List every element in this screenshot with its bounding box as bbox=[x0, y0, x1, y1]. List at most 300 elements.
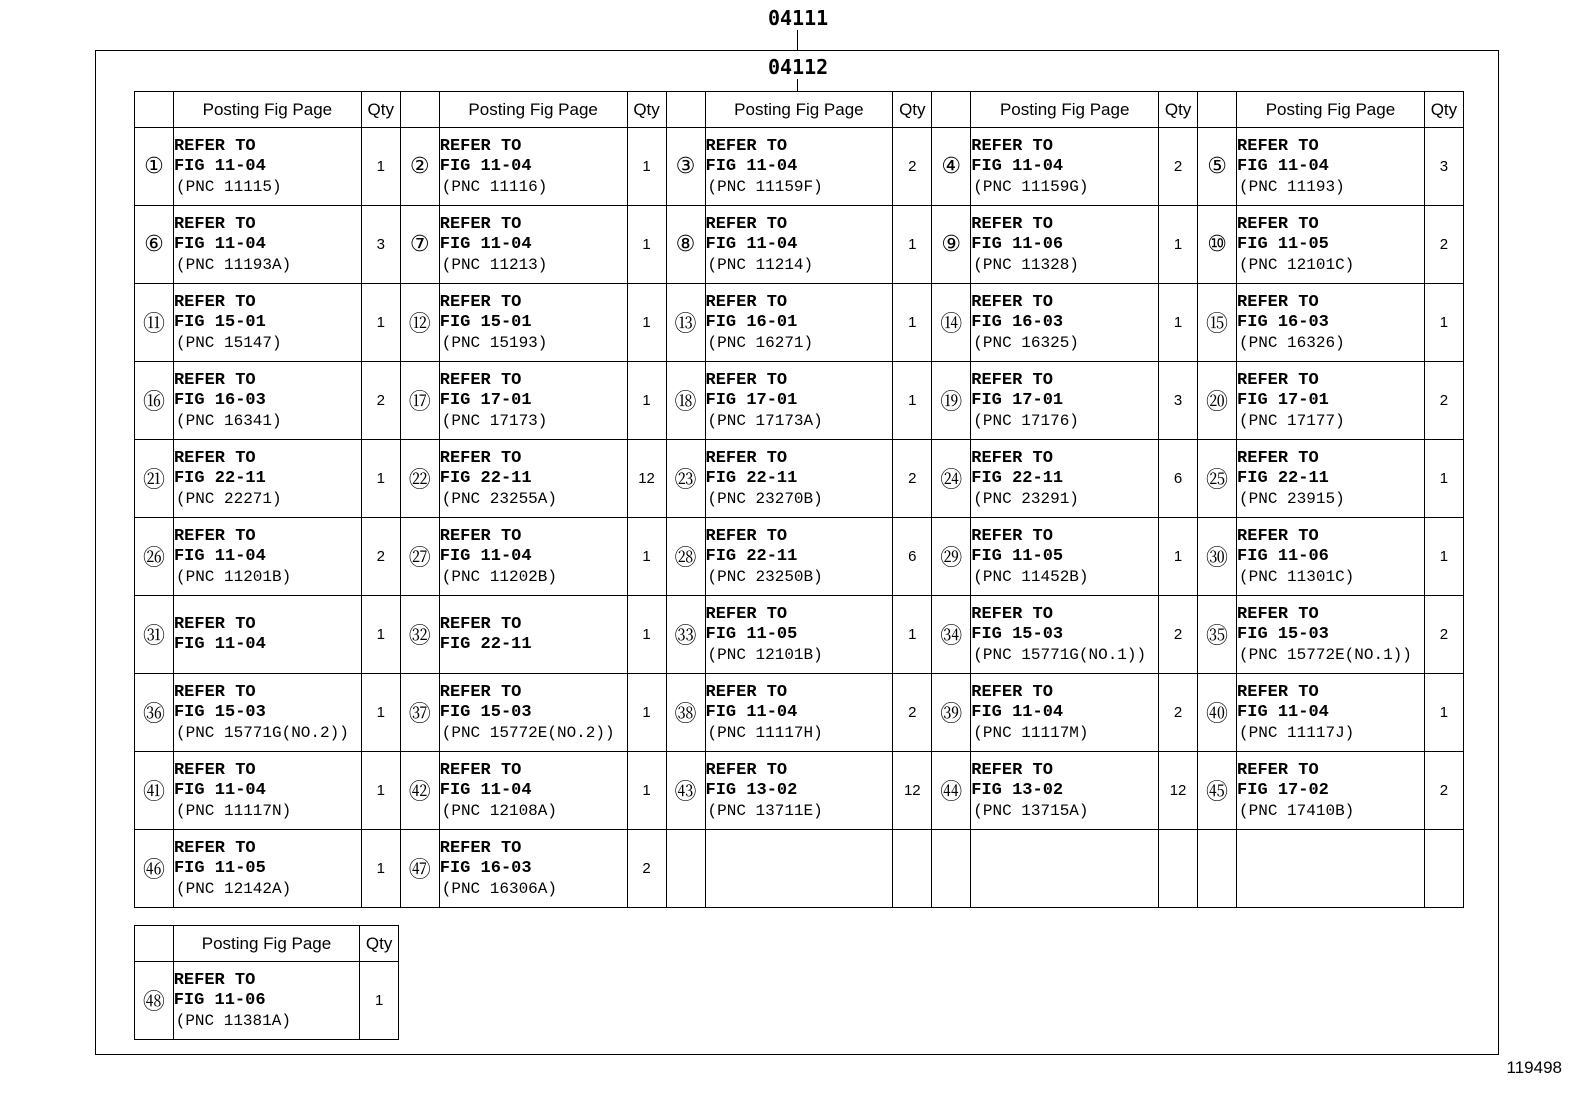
item-reference bbox=[971, 440, 1159, 518]
item-qty: 1 bbox=[1159, 518, 1198, 596]
fig-page-text: FIG 11-04 bbox=[705, 234, 798, 254]
item-reference bbox=[705, 206, 893, 284]
item-number: ㉓ bbox=[666, 440, 705, 518]
item-number: ⑱ bbox=[666, 362, 705, 440]
pnc-text: (PNC 15772E(NO.1)) bbox=[1239, 645, 1412, 664]
item-number bbox=[1198, 830, 1237, 908]
refer-to-text: REFER TO bbox=[705, 214, 788, 234]
table-row bbox=[135, 128, 1464, 206]
item-qty: 1 bbox=[893, 362, 932, 440]
header-fig-page: Posting Fig Page bbox=[971, 92, 1159, 128]
item-number: ⑯ bbox=[135, 362, 174, 440]
fig-page-text: FIG 11-04 bbox=[439, 546, 532, 566]
item-reference bbox=[705, 674, 893, 752]
item-reference bbox=[1237, 128, 1425, 206]
item-number: ㉝ bbox=[666, 596, 705, 674]
refer-to-text: REFER TO bbox=[971, 214, 1053, 234]
fig-page-text: FIG 17-01 bbox=[705, 390, 798, 410]
pnc-text: (PNC 11202B) bbox=[441, 567, 557, 586]
item-qty: 1 bbox=[1424, 440, 1463, 518]
item-qty: 1 bbox=[361, 596, 400, 674]
item-number: ㉟ bbox=[1198, 596, 1237, 674]
fig-page-text: FIG 11-04 bbox=[971, 702, 1064, 722]
refer-to-text: REFER TO bbox=[173, 292, 256, 312]
fig-page-text: FIG 15-03 bbox=[173, 702, 266, 722]
fig-page-text: FIG 11-05 bbox=[173, 858, 266, 878]
item-number: ㊱ bbox=[135, 674, 174, 752]
item-reference bbox=[1237, 596, 1425, 674]
pnc-text: (PNC 15193) bbox=[441, 333, 548, 352]
fig-page-text: FIG 17-01 bbox=[439, 390, 532, 410]
fig-page-text: FIG 11-06 bbox=[173, 990, 266, 1010]
item-reference bbox=[1237, 362, 1425, 440]
item-number: ⑬ bbox=[666, 284, 705, 362]
item-qty bbox=[1424, 830, 1463, 908]
fig-page-text: FIG 11-04 bbox=[173, 156, 266, 176]
header-blank bbox=[400, 92, 439, 128]
pnc-text: (PNC 11214) bbox=[707, 255, 814, 274]
fig-page-text: FIG 11-04 bbox=[439, 234, 532, 254]
item-reference bbox=[439, 674, 627, 752]
header-qty: Qty bbox=[1159, 92, 1198, 128]
fig-page-text: FIG 17-02 bbox=[1237, 780, 1329, 800]
item-reference bbox=[705, 596, 893, 674]
refer-to-text: REFER TO bbox=[1237, 760, 1319, 780]
fig-page-text: FIG 11-05 bbox=[971, 546, 1064, 566]
refer-to-text: REFER TO bbox=[1237, 604, 1319, 624]
pnc-text: (PNC 11117M) bbox=[973, 723, 1089, 742]
pnc-text: (PNC 13715A) bbox=[973, 801, 1089, 820]
item-number: ㉚ bbox=[1198, 518, 1237, 596]
refer-to-text: REFER TO bbox=[439, 292, 522, 312]
fig-page-text: FIG 11-04 bbox=[1237, 156, 1329, 176]
item-reference bbox=[1237, 752, 1425, 830]
pnc-text: (PNC 15771G(NO.2)) bbox=[175, 723, 349, 742]
pnc-text: (PNC 11117J) bbox=[1239, 723, 1355, 742]
refer-to-text: REFER TO bbox=[971, 604, 1053, 624]
item-qty: 2 bbox=[1159, 596, 1198, 674]
item-qty: 3 bbox=[1424, 128, 1463, 206]
header-blank bbox=[932, 92, 971, 128]
fig-page-text: FIG 11-04 bbox=[439, 156, 532, 176]
item-number: ㊼ bbox=[400, 830, 439, 908]
item-reference bbox=[1237, 284, 1425, 362]
fig-page-text: FIG 11-04 bbox=[173, 634, 266, 654]
item-reference bbox=[705, 128, 893, 206]
item-qty: 2 bbox=[1424, 362, 1463, 440]
fig-page-text: FIG 16-03 bbox=[439, 858, 532, 878]
item-qty: 1 bbox=[361, 128, 400, 206]
refer-to-text: REFER TO bbox=[1237, 370, 1319, 390]
pnc-text: (PNC 23270B) bbox=[707, 489, 823, 508]
item-reference bbox=[1237, 518, 1425, 596]
fig-page-text: FIG 11-04 bbox=[439, 780, 532, 800]
item-qty bbox=[893, 830, 932, 908]
fig-page-text: FIG 15-03 bbox=[1237, 624, 1329, 644]
pnc-text: (PNC 16341) bbox=[175, 411, 282, 430]
item-number: ⑰ bbox=[400, 362, 439, 440]
item-reference bbox=[705, 362, 893, 440]
pnc-text: (PNC 12101C) bbox=[1239, 255, 1355, 274]
header-qty: Qty bbox=[361, 92, 400, 128]
pnc-text: (PNC 11116) bbox=[441, 177, 548, 196]
item-qty: 1 bbox=[361, 752, 400, 830]
refer-to-text: REFER TO bbox=[439, 838, 522, 858]
item-reference bbox=[971, 284, 1159, 362]
item-qty: 2 bbox=[1424, 752, 1463, 830]
reference-table bbox=[134, 91, 1464, 908]
pnc-text: (PNC 11115) bbox=[175, 177, 282, 196]
pnc-text: (PNC 23915) bbox=[1239, 489, 1345, 508]
pnc-text: (PNC 11201B) bbox=[175, 567, 292, 586]
item-reference bbox=[439, 752, 627, 830]
pnc-text: (PNC 15147) bbox=[175, 333, 282, 352]
item-number: ④ bbox=[932, 128, 971, 206]
refer-to-text: REFER TO bbox=[439, 214, 522, 234]
refer-to-text: REFER TO bbox=[971, 448, 1053, 468]
item-number: ㉞ bbox=[932, 596, 971, 674]
pnc-text: (PNC 12142A) bbox=[175, 879, 292, 898]
fig-page-text: FIG 15-01 bbox=[439, 312, 532, 332]
item-qty: 1 bbox=[893, 596, 932, 674]
item-qty: 6 bbox=[1159, 440, 1198, 518]
fig-page-text: FIG 17-01 bbox=[1237, 390, 1329, 410]
fig-page-text: FIG 11-04 bbox=[173, 234, 266, 254]
pnc-text: (PNC 17177) bbox=[1239, 411, 1345, 430]
item-number: ⑨ bbox=[932, 206, 971, 284]
item-reference bbox=[971, 830, 1159, 908]
item-qty: 1 bbox=[361, 830, 400, 908]
item-number: ㉛ bbox=[135, 596, 174, 674]
refer-to-text: REFER TO bbox=[971, 292, 1053, 312]
table-row bbox=[135, 596, 1464, 674]
pnc-text: (PNC 11159G) bbox=[973, 177, 1089, 196]
fig-page-text: FIG 15-03 bbox=[439, 702, 532, 722]
pnc-text: (PNC 11193A) bbox=[175, 255, 292, 274]
fig-page-text: FIG 11-05 bbox=[1237, 234, 1329, 254]
item-reference bbox=[173, 206, 361, 284]
figure-reference-code: 119498 bbox=[1506, 1058, 1562, 1077]
fig-page-text: FIG 11-04 bbox=[173, 546, 266, 566]
refer-to-text: REFER TO bbox=[439, 136, 522, 156]
refer-to-text: REFER TO bbox=[1237, 682, 1319, 702]
pnc-text: (PNC 17410B) bbox=[1239, 801, 1355, 820]
item-qty: 1 bbox=[361, 674, 400, 752]
pnc-text: (PNC 11193) bbox=[1239, 177, 1345, 196]
refer-to-text: REFER TO bbox=[439, 760, 522, 780]
refer-to-text: REFER TO bbox=[173, 614, 256, 634]
header-fig-page: Posting Fig Page bbox=[173, 926, 360, 962]
fig-page-text: FIG 13-02 bbox=[971, 780, 1064, 800]
fig-page-text: FIG 16-03 bbox=[1237, 312, 1329, 332]
refer-to-text: REFER TO bbox=[1237, 292, 1319, 312]
header-fig-page: Posting Fig Page bbox=[439, 92, 627, 128]
item-number: ⑦ bbox=[400, 206, 439, 284]
item-qty: 1 bbox=[1424, 284, 1463, 362]
refer-to-text: REFER TO bbox=[705, 448, 788, 468]
refer-to-text: REFER TO bbox=[971, 526, 1053, 546]
pnc-text: (PNC 16271) bbox=[707, 333, 814, 352]
item-qty: 1 bbox=[361, 284, 400, 362]
fig-page-text: FIG 22-11 bbox=[705, 468, 798, 488]
item-qty: 1 bbox=[627, 596, 666, 674]
pnc-text: (PNC 11328) bbox=[973, 255, 1079, 274]
refer-to-text: REFER TO bbox=[705, 604, 788, 624]
item-qty: 12 bbox=[1159, 752, 1198, 830]
pnc-text: (PNC 23291) bbox=[973, 489, 1079, 508]
item-reference bbox=[971, 752, 1159, 830]
table-row bbox=[135, 830, 1464, 908]
item-number: ㊶ bbox=[135, 752, 174, 830]
item-qty: 1 bbox=[361, 440, 400, 518]
refer-to-text: REFER TO bbox=[1237, 526, 1319, 546]
table-row bbox=[135, 284, 1464, 362]
pnc-text: (PNC 12108A) bbox=[441, 801, 557, 820]
refer-to-text: REFER TO bbox=[173, 682, 256, 702]
fig-page-text: FIG 16-03 bbox=[173, 390, 266, 410]
item-reference bbox=[971, 674, 1159, 752]
item-reference bbox=[1237, 674, 1425, 752]
item-qty: 2 bbox=[893, 440, 932, 518]
refer-to-text: REFER TO bbox=[439, 448, 522, 468]
item-number bbox=[666, 830, 705, 908]
refer-to-text: REFER TO bbox=[173, 448, 256, 468]
refer-to-text: REFER TO bbox=[705, 526, 788, 546]
item-qty: 1 bbox=[627, 518, 666, 596]
refer-to-text: REFER TO bbox=[173, 214, 256, 234]
item-number: ㉕ bbox=[1198, 440, 1237, 518]
item-reference bbox=[439, 518, 627, 596]
header-blank bbox=[135, 92, 174, 128]
item-number: ⑲ bbox=[932, 362, 971, 440]
item-qty: 2 bbox=[1159, 128, 1198, 206]
header-blank bbox=[135, 926, 174, 962]
item-number: ㉒ bbox=[400, 440, 439, 518]
pnc-text: (PNC 11452B) bbox=[973, 567, 1089, 586]
fig-page-text: FIG 22-11 bbox=[439, 468, 532, 488]
item-qty: 1 bbox=[1159, 284, 1198, 362]
refer-to-text: REFER TO bbox=[705, 136, 788, 156]
item-number: ③ bbox=[666, 128, 705, 206]
refer-to-text: REFER TO bbox=[439, 370, 522, 390]
refer-to-text: REFER TO bbox=[173, 370, 256, 390]
header-blank bbox=[1198, 92, 1237, 128]
item-reference bbox=[439, 830, 627, 908]
refer-to-text: REFER TO bbox=[971, 370, 1053, 390]
item-qty: 2 bbox=[1159, 674, 1198, 752]
item-reference bbox=[971, 518, 1159, 596]
item-reference bbox=[971, 128, 1159, 206]
pnc-text: (PNC 17173A) bbox=[707, 411, 823, 430]
item-number: ㊴ bbox=[932, 674, 971, 752]
leader-line bbox=[797, 30, 798, 50]
item-reference bbox=[173, 362, 361, 440]
fig-page-text: FIG 22-11 bbox=[439, 634, 532, 654]
header-qty: Qty bbox=[893, 92, 932, 128]
item-qty: 1 bbox=[627, 674, 666, 752]
header-qty: Qty bbox=[1424, 92, 1463, 128]
table-row bbox=[135, 362, 1464, 440]
item-reference bbox=[1237, 206, 1425, 284]
table-row bbox=[135, 440, 1464, 518]
refer-to-text: REFER TO bbox=[173, 760, 256, 780]
item-reference bbox=[971, 596, 1159, 674]
fig-page-text: FIG 16-03 bbox=[971, 312, 1064, 332]
pnc-text: (PNC 11381A) bbox=[175, 1011, 291, 1030]
refer-to-text: REFER TO bbox=[439, 682, 522, 702]
item-reference bbox=[173, 830, 361, 908]
item-qty: 1 bbox=[627, 284, 666, 362]
item-number: ㊹ bbox=[932, 752, 971, 830]
item-number: ⑪ bbox=[135, 284, 174, 362]
item-reference bbox=[439, 440, 627, 518]
fig-page-text: FIG 11-04 bbox=[1237, 702, 1329, 722]
pnc-text: (PNC 15771G(NO.1)) bbox=[973, 645, 1147, 664]
item-reference bbox=[439, 362, 627, 440]
item-number: ⑩ bbox=[1198, 206, 1237, 284]
header-row bbox=[135, 92, 1464, 128]
pnc-text: (PNC 16325) bbox=[973, 333, 1079, 352]
item-number: ⑮ bbox=[1198, 284, 1237, 362]
item-reference bbox=[173, 596, 361, 674]
fig-page-text: FIG 11-06 bbox=[971, 234, 1064, 254]
table-row bbox=[135, 674, 1464, 752]
item-qty: 1 bbox=[360, 962, 399, 1040]
item-reference bbox=[1237, 440, 1425, 518]
item-number: ㉑ bbox=[135, 440, 174, 518]
pnc-text: (PNC 11213) bbox=[441, 255, 548, 274]
refer-to-text: REFER TO bbox=[173, 136, 256, 156]
pnc-text: (PNC 17176) bbox=[973, 411, 1079, 430]
header-fig-page: Posting Fig Page bbox=[705, 92, 893, 128]
refer-to-text: REFER TO bbox=[439, 614, 522, 634]
header-blank bbox=[666, 92, 705, 128]
fig-page-text: FIG 16-01 bbox=[705, 312, 798, 332]
header-fig-page: Posting Fig Page bbox=[173, 92, 361, 128]
fig-page-text: FIG 11-05 bbox=[705, 624, 798, 644]
item-qty: 1 bbox=[1424, 674, 1463, 752]
item-number: ① bbox=[135, 128, 174, 206]
table-row bbox=[135, 962, 399, 1040]
fig-page-text: FIG 15-01 bbox=[173, 312, 266, 332]
item-reference bbox=[439, 206, 627, 284]
item-reference bbox=[173, 284, 361, 362]
fig-page-text: FIG 11-06 bbox=[1237, 546, 1329, 566]
item-number: ㉖ bbox=[135, 518, 174, 596]
pnc-text: (PNC 11301C) bbox=[1239, 567, 1355, 586]
item-reference bbox=[971, 362, 1159, 440]
item-qty: 2 bbox=[893, 674, 932, 752]
header-row bbox=[135, 926, 399, 962]
fig-page-text: FIG 22-11 bbox=[1237, 468, 1329, 488]
item-qty: 3 bbox=[361, 206, 400, 284]
item-number: ⑳ bbox=[1198, 362, 1237, 440]
refer-to-text: REFER TO bbox=[971, 136, 1053, 156]
leader-line bbox=[797, 79, 798, 91]
fig-page-text: FIG 22-11 bbox=[705, 546, 798, 566]
item-reference bbox=[705, 518, 893, 596]
pnc-text: (PNC 22271) bbox=[175, 489, 282, 508]
pnc-text: (PNC 11117N) bbox=[175, 801, 292, 820]
item-qty: 1 bbox=[627, 362, 666, 440]
item-number: ⑤ bbox=[1198, 128, 1237, 206]
item-number: ㊽ bbox=[135, 962, 174, 1040]
fig-page-text: FIG 13-02 bbox=[705, 780, 798, 800]
fig-page-text: FIG 15-03 bbox=[971, 624, 1064, 644]
refer-to-text: REFER TO bbox=[439, 526, 522, 546]
item-qty: 1 bbox=[893, 284, 932, 362]
item-number: ㊺ bbox=[1198, 752, 1237, 830]
item-qty: 2 bbox=[1424, 206, 1463, 284]
item-reference bbox=[173, 752, 361, 830]
item-reference bbox=[173, 518, 361, 596]
item-number: ㉙ bbox=[932, 518, 971, 596]
item-qty: 2 bbox=[627, 830, 666, 908]
pnc-text: (PNC 11117H) bbox=[707, 723, 823, 742]
pnc-text: (PNC 11159F) bbox=[707, 177, 823, 196]
item-qty: 1 bbox=[627, 206, 666, 284]
group-label-outer: 04111 bbox=[768, 6, 829, 30]
item-qty: 3 bbox=[1159, 362, 1198, 440]
fig-page-text: FIG 11-04 bbox=[173, 780, 266, 800]
table-row bbox=[135, 206, 1464, 284]
item-qty: 2 bbox=[361, 518, 400, 596]
item-reference bbox=[705, 830, 893, 908]
refer-to-text: REFER TO bbox=[1237, 214, 1319, 234]
refer-to-text: REFER TO bbox=[173, 838, 256, 858]
pnc-text: (PNC 15772E(NO.2)) bbox=[441, 723, 615, 742]
item-qty: 6 bbox=[893, 518, 932, 596]
item-reference bbox=[1237, 830, 1425, 908]
item-number: ㊸ bbox=[666, 752, 705, 830]
item-qty: 12 bbox=[893, 752, 932, 830]
pnc-text: (PNC 12101B) bbox=[707, 645, 823, 664]
item-reference bbox=[439, 596, 627, 674]
item-number: ㊻ bbox=[135, 830, 174, 908]
item-reference bbox=[439, 284, 627, 362]
fig-page-text: FIG 22-11 bbox=[971, 468, 1064, 488]
item-reference bbox=[173, 128, 361, 206]
fig-page-text: FIG 22-11 bbox=[173, 468, 266, 488]
item-number: ⑧ bbox=[666, 206, 705, 284]
refer-to-text: REFER TO bbox=[1237, 448, 1319, 468]
item-qty bbox=[1159, 830, 1198, 908]
refer-to-text: REFER TO bbox=[705, 370, 788, 390]
table-row bbox=[135, 518, 1464, 596]
pnc-text: (PNC 23255A) bbox=[441, 489, 557, 508]
pnc-text: (PNC 13711E) bbox=[707, 801, 823, 820]
pnc-text: (PNC 17173) bbox=[441, 411, 548, 430]
refer-to-text: REFER TO bbox=[971, 760, 1053, 780]
fig-page-text: FIG 11-04 bbox=[705, 702, 798, 722]
item-number: ㊲ bbox=[400, 674, 439, 752]
item-qty: 1 bbox=[1424, 518, 1463, 596]
item-number: ㉔ bbox=[932, 440, 971, 518]
item-number: ⑫ bbox=[400, 284, 439, 362]
item-qty: 1 bbox=[627, 128, 666, 206]
item-reference bbox=[971, 206, 1159, 284]
header-fig-page: Posting Fig Page bbox=[1237, 92, 1425, 128]
item-reference bbox=[705, 284, 893, 362]
item-reference bbox=[173, 440, 361, 518]
refer-to-text: REFER TO bbox=[173, 526, 256, 546]
item-reference bbox=[439, 128, 627, 206]
refer-to-text: REFER TO bbox=[705, 292, 788, 312]
item-qty: 12 bbox=[627, 440, 666, 518]
item-qty: 1 bbox=[1159, 206, 1198, 284]
item-reference bbox=[705, 752, 893, 830]
item-number: ㊵ bbox=[1198, 674, 1237, 752]
